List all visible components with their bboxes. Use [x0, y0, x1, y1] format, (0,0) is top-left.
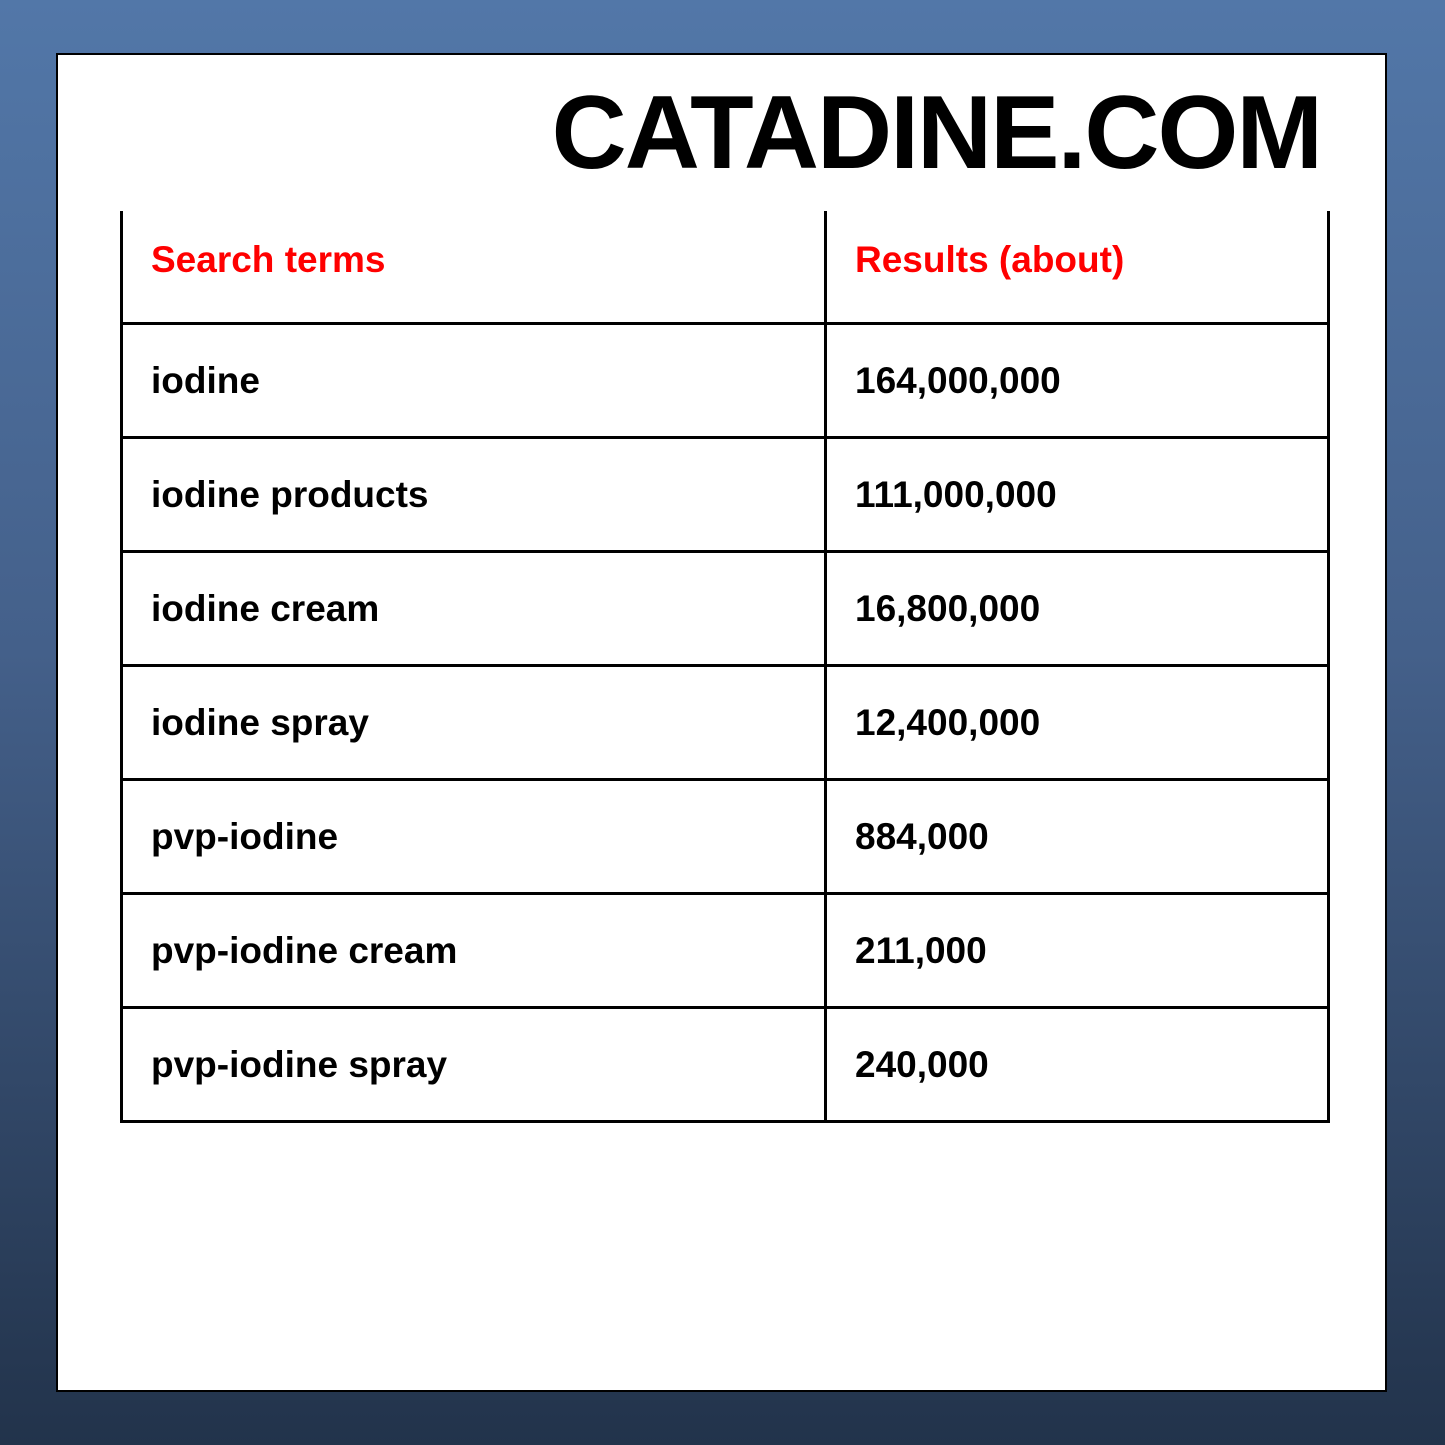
- table-row: [122, 1008, 1329, 1122]
- results-count-cell: 164,000,000: [826, 324, 1329, 438]
- results-count-cell: 111,000,000: [826, 438, 1329, 552]
- results-count-cell: 12,400,000: [826, 666, 1329, 780]
- content-card: [56, 53, 1387, 1392]
- search-term-cell: iodine: [122, 324, 826, 438]
- search-term-cell: iodine spray: [122, 666, 826, 780]
- column-header-results: Results (about): [826, 211, 1329, 324]
- table-header-row: [122, 211, 1329, 324]
- search-term-cell: pvp-iodine: [122, 780, 826, 894]
- table-row: [122, 324, 1329, 438]
- search-term-cell: iodine cream: [122, 552, 826, 666]
- table-row: [122, 438, 1329, 552]
- results-count-cell: 211,000: [826, 894, 1329, 1008]
- table-header: [122, 211, 1329, 324]
- table-row: [122, 894, 1329, 1008]
- search-term-cell: pvp-iodine spray: [122, 1008, 826, 1122]
- table-row: [122, 552, 1329, 666]
- results-count-cell: 16,800,000: [826, 552, 1329, 666]
- search-term-cell: iodine products: [122, 438, 826, 552]
- search-results-table: [120, 211, 1330, 1123]
- table-row: [122, 666, 1329, 780]
- column-header-search-terms: Search terms: [122, 211, 826, 324]
- results-count-cell: 884,000: [826, 780, 1329, 894]
- table-row: [122, 780, 1329, 894]
- page-title: CATADINE.COM: [551, 75, 1321, 191]
- table-body: [122, 324, 1329, 1122]
- search-term-cell: pvp-iodine cream: [122, 894, 826, 1008]
- results-count-cell: 240,000: [826, 1008, 1329, 1122]
